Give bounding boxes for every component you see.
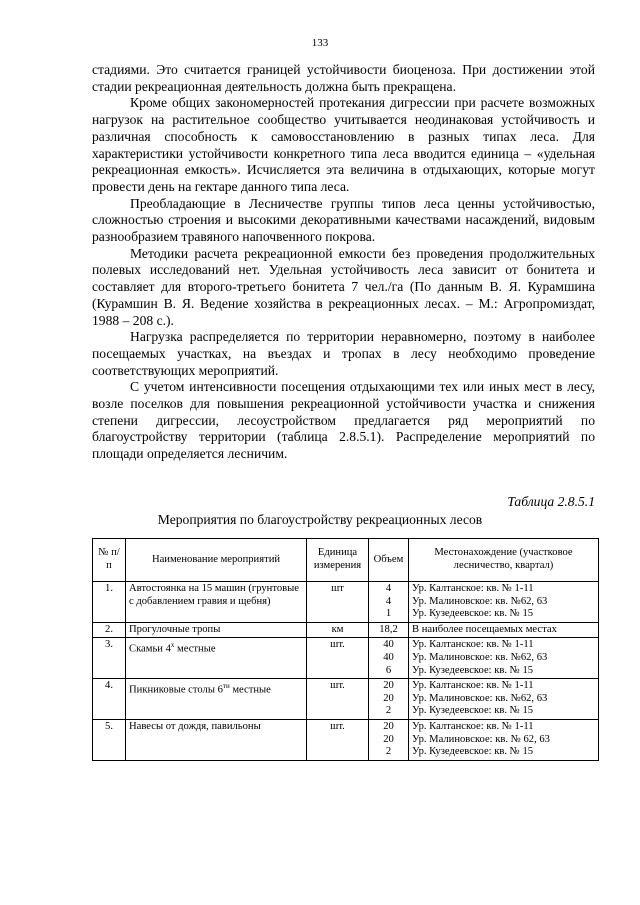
- location-value: Ур. Кузедеевское: кв. № 15: [412, 608, 534, 620]
- volume-value: 2: [385, 746, 392, 758]
- table-row: [93, 719, 599, 760]
- location-value: Ур. Кузедеевское: кв. № 15: [412, 746, 534, 758]
- cell-location: [409, 679, 599, 720]
- cell-unit: шт.: [307, 679, 369, 720]
- header-unit: Единица измерения: [307, 539, 369, 582]
- header-location: Местонахождение (участковое лесничество, квартал): [409, 539, 599, 582]
- table-body: [93, 582, 599, 761]
- location-value: Ур. Кузедеевское: кв. № 15: [412, 664, 534, 676]
- table-row: [93, 582, 599, 623]
- location-value: Ур. Калтанское: кв. № 1-11: [412, 720, 534, 732]
- table-row: [93, 679, 599, 720]
- cell-name: Прогулочные тропы: [126, 622, 307, 638]
- location-value: Ур. Калтанское: кв. № 1-11: [412, 583, 534, 594]
- cell-unit: шт.: [307, 638, 369, 679]
- paragraph: Преобладающие в Лесничестве группы типов леса ценны устойчивостью, сложностью строения и высокими декоративными качествами насаждений, видовым разнообразием травяного напочвенного покрова.: [92, 195, 595, 245]
- paragraph: Кроме общих закономерностей протекания дигрессии при расчете возможных нагрузок на растительное сообщество учитывается неодинаковая устойчивость и различная способность к самовосстановлению в разных типах леса. Для характеристики устойчивости конкретного типа леса вводится единица – «удельная рекреационная емкость». Исчисляется эта величина в отдыхающих, которые могут провести день на гектаре данного типа леса.: [92, 95, 595, 194]
- location-value: Ур. Малиновское: кв. №62, 63: [412, 651, 548, 663]
- table-row: [93, 638, 599, 679]
- table-header-row: [93, 539, 599, 582]
- header-volume: Объем: [369, 539, 409, 582]
- cell-volume: [369, 719, 409, 760]
- body-text: [92, 62, 595, 463]
- cell-volume: [369, 622, 409, 638]
- cell-volume: [369, 638, 409, 679]
- volume-value: 40: [383, 651, 394, 663]
- cell-location: [409, 638, 599, 679]
- table-label: Таблица 2.8.5.1: [507, 494, 595, 509]
- volume-value: 4: [385, 583, 392, 594]
- volume-value: 2: [385, 705, 392, 717]
- cell-name-superscript: ти: [222, 682, 230, 691]
- volume-value: 18,2: [379, 623, 398, 635]
- location-value: Ур. Малиновское: кв. №62, 63: [412, 595, 548, 607]
- cell-unit: шт.: [307, 719, 369, 760]
- volume-value: 1: [385, 608, 392, 620]
- cell-location: [409, 719, 599, 760]
- volume-value: 6: [385, 664, 392, 676]
- cell-name: Навесы от дождя, павильоны: [126, 719, 307, 760]
- cell-name: Пикниковые столы $6^{ти}$ местные: [126, 679, 307, 720]
- location-value: Ур. Малиновское: кв. № 62, 63: [412, 733, 550, 745]
- location-value: Ур. Малиновское: кв. №62, 63: [412, 692, 548, 704]
- paragraph: Методики расчета рекреационной емкости без проведения продолжительных полевых исследований нет. Удельная устойчивость леса зависит от бонитета и составляет для второго-третьего бонитета 7 чел./га (По данным В. Я. Курамшина (Курамшин В. Я. Ведение хозяйства в рекреационных лесах. – М.: Агропромиздат, 1988 – 208 с.).: [92, 245, 595, 328]
- page-number: 133: [311, 37, 329, 49]
- volume-value: 4: [385, 595, 392, 607]
- cell-unit: шт: [307, 582, 369, 623]
- volume-value: 20: [383, 680, 394, 692]
- cell-volume: [369, 679, 409, 720]
- cell-name-superscript: х: [170, 641, 175, 650]
- cell-volume: [369, 582, 409, 623]
- cell-num: 1.: [93, 582, 126, 623]
- location-value: Ур. Калтанское: кв. № 1-11: [412, 639, 534, 651]
- cell-num: 5.: [93, 719, 126, 760]
- volume-value: 20: [383, 720, 394, 732]
- volume-value: 20: [383, 733, 394, 745]
- cell-num: 4.: [93, 679, 126, 720]
- paragraph: С учетом интенсивности посещения отдыхающими тех или иных мест в лесу, возле поселков для повышения рекреационной устойчивости участка и снижения степени дигрессии, лесоустройством предлагается ряд мероприятий по благоустройству территории (таблица 2.8.5.1). Распределение мероприятий по площади определяется лесничим.: [92, 379, 595, 462]
- cell-name: Скамьи $4^х$ местные: [126, 638, 307, 679]
- header-name: Наименование мероприятий: [126, 539, 307, 582]
- volume-value: 20: [383, 692, 394, 704]
- cell-num: 2.: [93, 622, 126, 638]
- cell-location: [409, 622, 599, 638]
- cell-unit: км: [307, 622, 369, 638]
- cell-num: 3.: [93, 638, 126, 679]
- measures-table: [92, 538, 599, 761]
- cell-location: [409, 582, 599, 623]
- paragraph: стадиями. Это считается границей устойчивости биоценоза. При достижении этой стадии рекреационная деятельность должна быть прекращена.: [92, 62, 595, 94]
- table-row: [93, 622, 599, 638]
- cell-name: Автостоянка на 15 машин (грунтовые с добавлением гравия и щебня): [126, 582, 307, 623]
- volume-value: 40: [383, 639, 394, 651]
- header-num: № п/п: [93, 539, 126, 582]
- location-value: Ур. Калтанское: кв. № 1-11: [412, 680, 534, 692]
- paragraph: Нагрузка распределяется по территории неравномерно, поэтому в наиболее посещаемых участках, на въездах и тропах в лесу необходимо проведение соответствующих мероприятий.: [92, 329, 595, 378]
- location-value: В наиболее посещаемых местах: [412, 623, 557, 635]
- location-value: Ур. Кузедеевское: кв. № 15: [412, 705, 534, 717]
- table-caption: Мероприятия по благоустройству рекреационных лесов: [157, 512, 483, 527]
